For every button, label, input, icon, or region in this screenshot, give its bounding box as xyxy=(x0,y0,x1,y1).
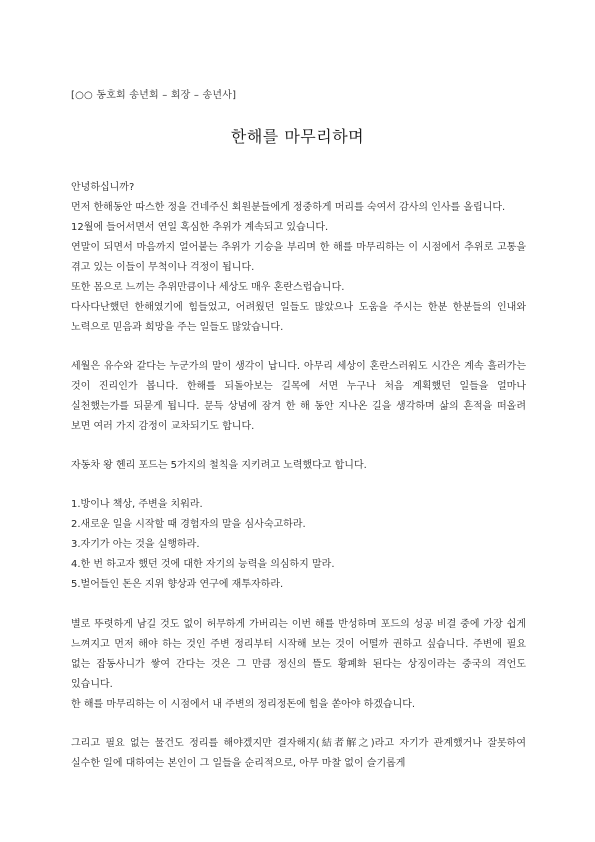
paragraph-gap xyxy=(71,338,526,357)
paragraph-gap xyxy=(71,476,526,495)
document-header-tag: [○○ 동호회 송년회 – 회장 – 송년사] xyxy=(71,90,237,101)
text-line: 한 해를 마무리하는 이 시점에서 내 주변의 정리정돈에 힘을 쏟아야 하겠습니다. xyxy=(71,699,416,710)
text-line: 자동차 왕 헨리 포드는 5가지의 철칙을 지키려고 노력했다고 합니다. xyxy=(71,460,367,471)
paragraph-advice xyxy=(71,615,526,715)
paragraph-gap xyxy=(71,715,526,734)
document-title: 한해를 마무리하며 xyxy=(230,127,365,146)
text-line: 먼저 한해동안 따스한 정을 건네주신 회원분들에게 정중하게 머리를 숙여서 감사의 인사를 올립니다. xyxy=(71,202,506,213)
text-line: 다사다난했던 한해였기에 힘들었고, 어려웠던 일들도 많았으나 도움을 주시는 한분 한분들의 인내와 노력으로 믿음과 희망을 주는 일들도 많았습니다. xyxy=(71,302,526,333)
text-line: 안녕하십니까? xyxy=(71,182,135,193)
paragraph-closing xyxy=(71,734,526,774)
list-item: 4.한 번 하고자 했던 것에 대한 자기의 능력을 의심하지 말라. xyxy=(71,559,335,570)
ford-rules-list xyxy=(71,495,526,595)
list-item: 5.벌어들인 돈은 지위 향상과 연구에 재투자하라. xyxy=(71,579,284,590)
paragraph-ford-intro xyxy=(71,456,526,476)
text-line: 세월은 유수와 같다는 누군가의 말이 생각이 납니다. 아무리 세상이 혼란스러워도 시간은 계속 흘러가는 것이 진리인가 봅니다. 한해를 되돌아보는 길목에 서면 누구나 처음 계획했던 일들을 얼마나 실천했는가를 되묻게 됩니다. 문득 상념에 잠겨 한 해 동안 지나온 길을 생각하며 삶의 흔적을 떠올려 보면 여러 가지 감정이 교차되기도 합니다. xyxy=(71,361,526,432)
text-line: 연말이 되면서 마음까지 얼어붙는 추위가 기승을 부리며 한 해를 마무리하는 이 시점에서 추위로 고통을 겪고 있는 이들이 무척이나 걱정이 됩니다. xyxy=(71,242,526,273)
paragraph-gap xyxy=(71,437,526,456)
paragraph-reflection xyxy=(71,357,526,437)
text-line: 그리고 필요 없는 물건도 정리를 해야겠지만 결자해지(結者解之)라고 자기가 관계했거나 잘못하여 실수한 일에 대하여는 본인이 그 일들을 순리적으로, 아무 마찰 없이 슬기롭게 xyxy=(71,738,526,769)
paragraph-greeting xyxy=(71,178,526,338)
list-item: 1.방이나 책상, 주변을 치워라. xyxy=(71,499,203,510)
text-line: 또한 몸으로 느끼는 추위만큼이나 세상도 매우 혼란스럽습니다. xyxy=(71,282,345,293)
text-line: 12월에 들어서면서 연일 혹심한 추위가 계속되고 있습니다. xyxy=(71,222,329,233)
list-item: 3.자기가 아는 것을 실행하라. xyxy=(71,539,200,550)
list-item: 2.새로운 일을 시작할 때 경험자의 말을 심사숙고하라. xyxy=(71,519,306,530)
paragraph-gap xyxy=(71,595,526,615)
text-line: 별로 뚜렷하게 남길 것도 없이 허무하게 가버리는 이번 해를 반성하며 포드의 성공 비결 중에 가장 쉽게 느껴지고 먼저 해야 하는 것인 주변 정리부터 시작해 보는 것이 어떨까 권하고 싶습니다. 주변에 필요 없는 잡동사니가 쌓여 간다는 것은 그 만큼 정신의 뜰도 황폐화 된다는 상징이라는 중국의 격언도 있습니다. xyxy=(71,619,526,690)
document-body xyxy=(71,178,526,774)
